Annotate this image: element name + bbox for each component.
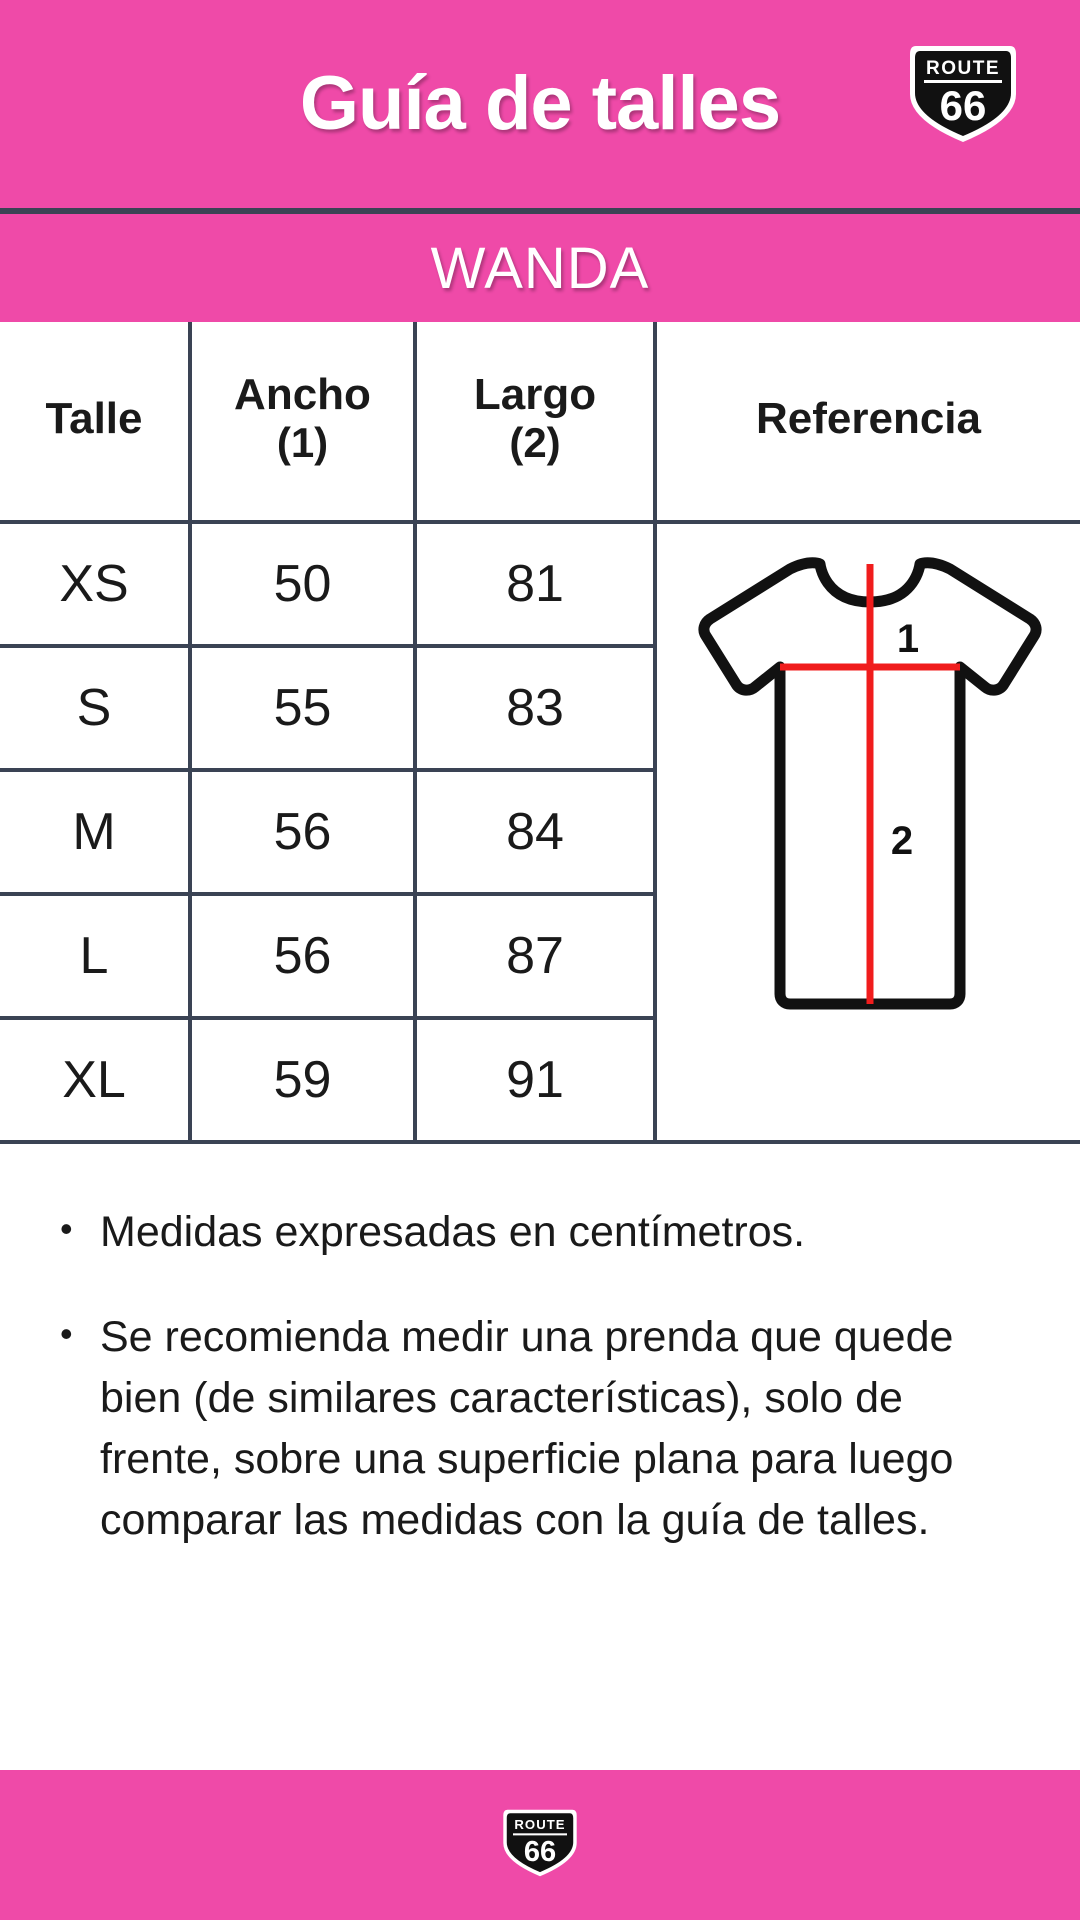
cell-largo: 91 [415,1018,655,1142]
reference-cell [655,522,1080,1142]
product-name: WANDA [430,235,650,301]
size-table [0,322,1080,1144]
table-row [0,522,1080,646]
route-66-badge-header [898,38,1028,155]
cell-largo: 83 [415,646,655,770]
product-name-band [0,214,1080,322]
bullet-icon: • [60,1313,73,1355]
notes-section [0,1144,1080,1551]
svg-text:66: 66 [939,82,987,129]
column-header-ancho: Ancho (1) [190,322,415,522]
cell-talle: XL [0,1018,190,1142]
bullet-icon: • [60,1208,73,1249]
page-footer [0,1770,1080,1920]
column-header-largo: Largo (2) [415,322,655,522]
svg-text:1: 1 [896,617,919,661]
note-item [60,1202,1020,1263]
size-table-wrapper [0,322,1080,1144]
note-text: Medidas expresadas en centímetros. [100,1208,806,1256]
cell-talle: M [0,770,190,894]
svg-text:ROUTE: ROUTE [514,1816,566,1832]
cell-talle: L [0,894,190,1018]
cell-talle: XS [0,522,190,646]
note-item [60,1307,1020,1551]
cell-ancho: 56 [190,894,415,1018]
note-text: Se recomienda medir una prenda que quede bien (de similares características), solo de frente, sobre una superficie plana para luego comparar las medidas con la guía de talles. [100,1313,954,1545]
size-table-head [0,322,1080,522]
cell-largo: 84 [415,770,655,894]
cell-largo: 87 [415,894,655,1018]
cell-ancho: 56 [190,770,415,894]
svg-text:2: 2 [890,819,913,863]
cell-ancho: 50 [190,522,415,646]
cell-ancho: 59 [190,1018,415,1142]
tshirt-diagram [657,524,1080,1124]
cell-talle: S [0,646,190,770]
table-header-row [0,322,1080,522]
svg-text:66: 66 [523,1835,557,1868]
route-66-badge-footer [495,1791,585,1900]
cell-largo: 81 [415,522,655,646]
column-header-referencia: Referencia [655,322,1080,522]
column-header-talle: Talle [0,322,190,522]
page-title: Guía de talles [299,61,781,146]
page-header [0,0,1080,208]
svg-text:ROUTE: ROUTE [926,58,1000,79]
size-table-body [0,522,1080,1142]
cell-ancho: 55 [190,646,415,770]
